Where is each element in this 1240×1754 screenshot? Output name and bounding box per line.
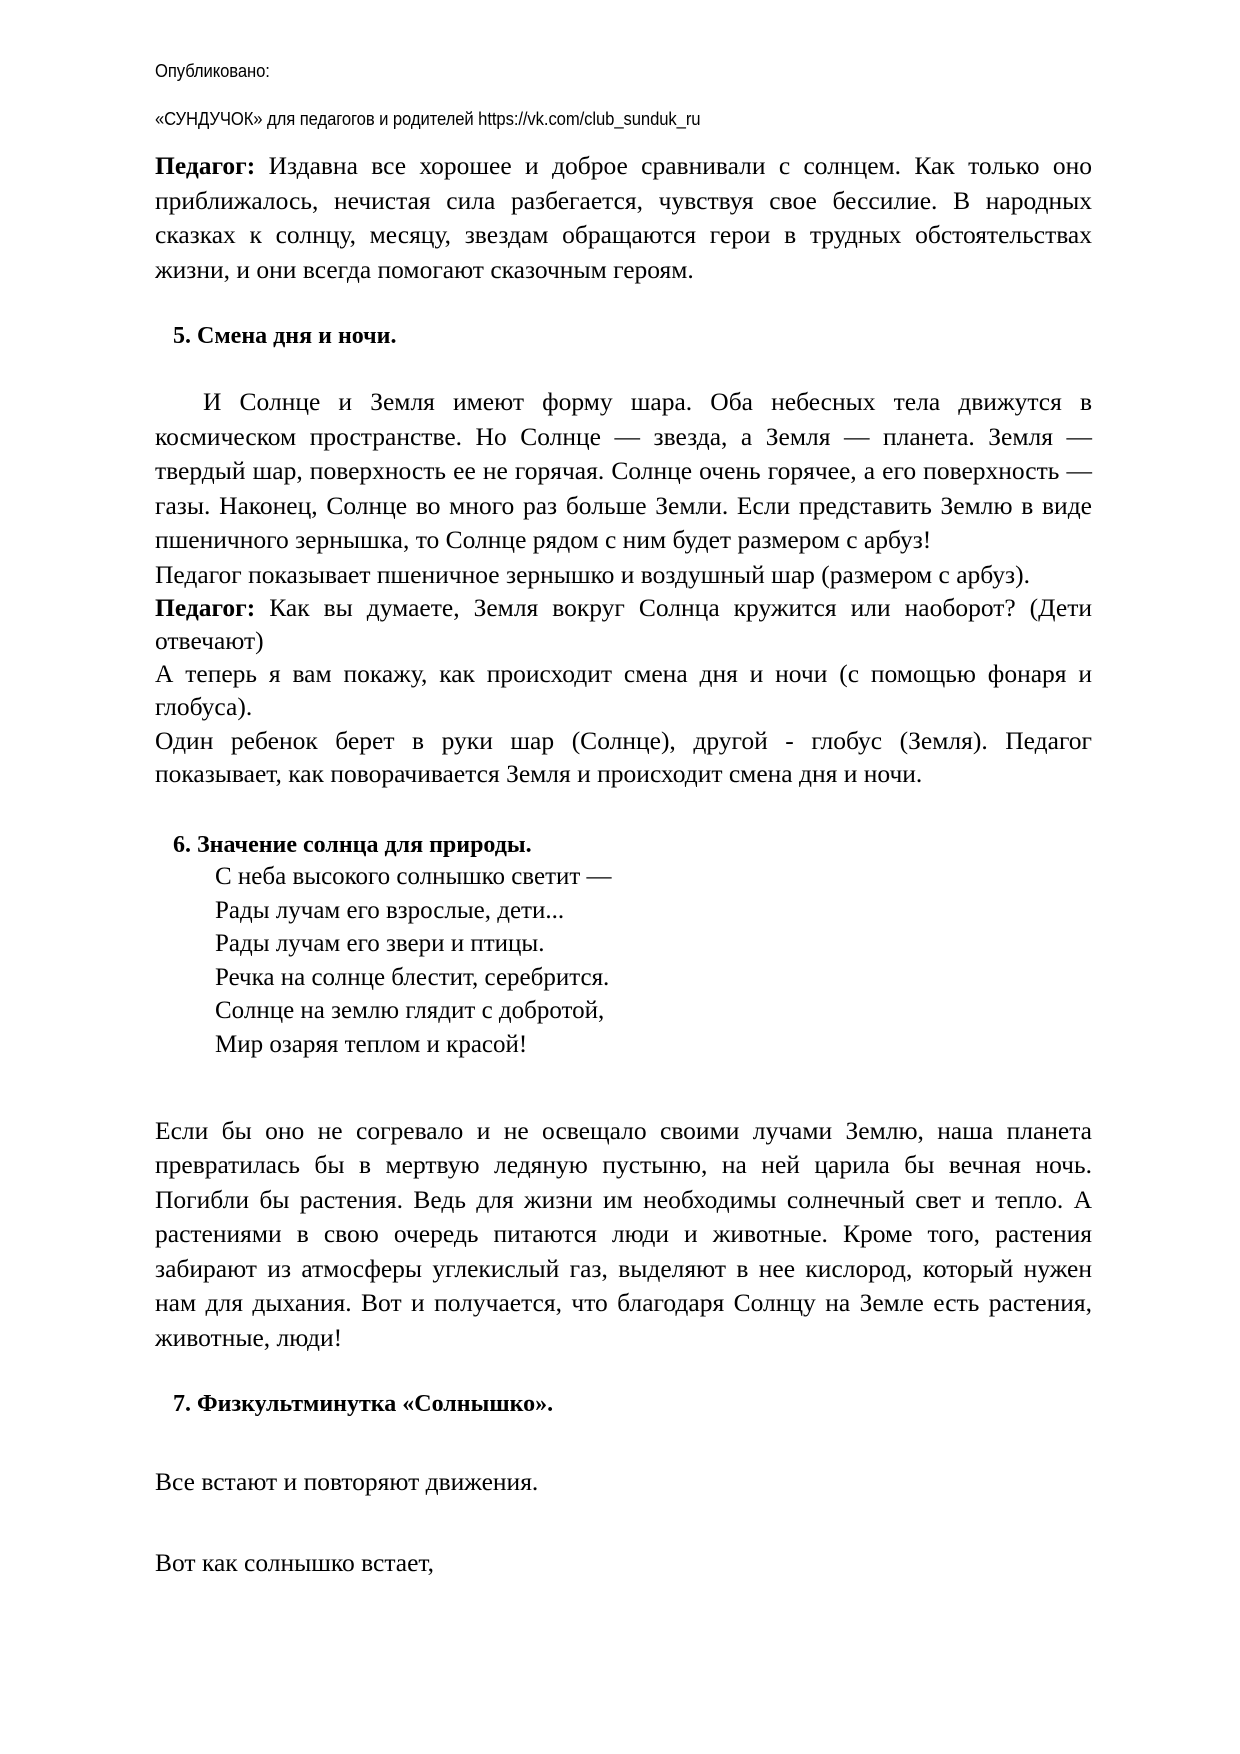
section-heading-5: 5. Смена дня и ночи. (173, 323, 397, 350)
spacer (155, 1500, 1092, 1546)
paragraph-teacher-question (155, 591, 1092, 657)
published-label: Опубликовано: (155, 60, 270, 81)
spacer (155, 1062, 1092, 1114)
poem-block (155, 860, 1092, 1062)
spacer (155, 1355, 1092, 1389)
paragraph-demonstration: А теперь я вам покажу, как происходит смена дня и ночи (с помощью фонаря и глобуса). (155, 659, 1092, 722)
spacer (155, 1419, 1092, 1465)
poem-line: Речка на солнце блестит, серебрится. (215, 963, 610, 991)
speaker-label-teacher: Педагог: (155, 593, 256, 623)
spacer (155, 351, 1092, 385)
spacer (155, 287, 1092, 321)
paragraph-last-line: Вот как солнышко встает, (155, 1548, 435, 1578)
paragraph-teacher-shows-objects: Педагог показывает пшеничное зернышко и воздушный шар (размером с арбуз). (155, 559, 1030, 589)
paragraph-teacher-intro (155, 149, 1092, 287)
poem-line: Рады лучам его звери и птицы. (215, 930, 545, 958)
poem-line: Рады лучам его взрослые, дети... (215, 896, 565, 924)
section-heading-7: 7. Физкультминутка «Солнышко». (173, 1391, 554, 1418)
poem-line: С неба высокого солнышко светит — (215, 862, 612, 890)
paragraph-teacher-intro-text: Издавна все хорошее и доброе сравнивали с солнцем. Как только оно приближалось, нечистая сила разбегается, чувствуя свое бессилие. В народных сказках к солнцу, месяцу, звездам обращаются герои в трудных обстоятельствах жизни, и они всегда помогают сказочным героям. (155, 151, 1092, 284)
speaker-label-teacher: Педагог: (155, 151, 256, 180)
paragraph-children-demonstration: Один ребенок берет в руки шар (Солнце), другой - глобус (Земля). Педагог показывает, как поворачивается Земля и происходит смена дня и ночи. (155, 725, 1092, 788)
paragraph-sun-importance: Если бы оно не согревало и не освещало своими лучами Землю, наша планета превратилась бы в мертвую ледяную пустыню, на ней царила бы вечная ночь. Погибли бы растения. Ведь для жизни им необходимы солнечный свет и тепло. А растениями в свою очередь питаются люди и животные. Кроме того, растения забирают из атмосферы углекислый газ, выделяют в нее кислород, который нужен нам для дыхания. Вот и получается, что благодаря Солнцу на Земле есть растения, животные, люди! (155, 1115, 1092, 1352)
section-heading-6: 6. Значение солнца для природы. (173, 831, 532, 858)
document-header (155, 62, 1092, 128)
poem-line: Солнце на землю глядит с добротой, (215, 997, 605, 1025)
poem-line: Мир озаряя теплом и красой! (215, 1031, 528, 1059)
spacer (155, 790, 1092, 830)
paragraph-stand-up-instruction: Все встают и повторяют движения. (155, 1467, 539, 1497)
source-attribution-line: «СУНДУЧОК» для педагогов и родителей https://vk.com/club_sunduk_ru (155, 107, 701, 129)
paragraph-teacher-question-text: Как вы думаете, Земля вокруг Солнца кружится или наоборот? (Дети отвечают) (155, 593, 1092, 656)
paragraph-day-and-night: И Солнце и Земля имеют форму шара. Оба небесных тела движутся в космическом пространстве. Но Солнце — звезда, а Земля — планета. Земля — твердый шар, поверхность ее не горячая. Солнце очень горячее, а его поверхность — газы. Наконец, Солнце во много раз больше Земли. Если представить Землю в виде пшеничного зернышка, то Солнце рядом с ним будет размером с арбуз! (155, 387, 1092, 555)
